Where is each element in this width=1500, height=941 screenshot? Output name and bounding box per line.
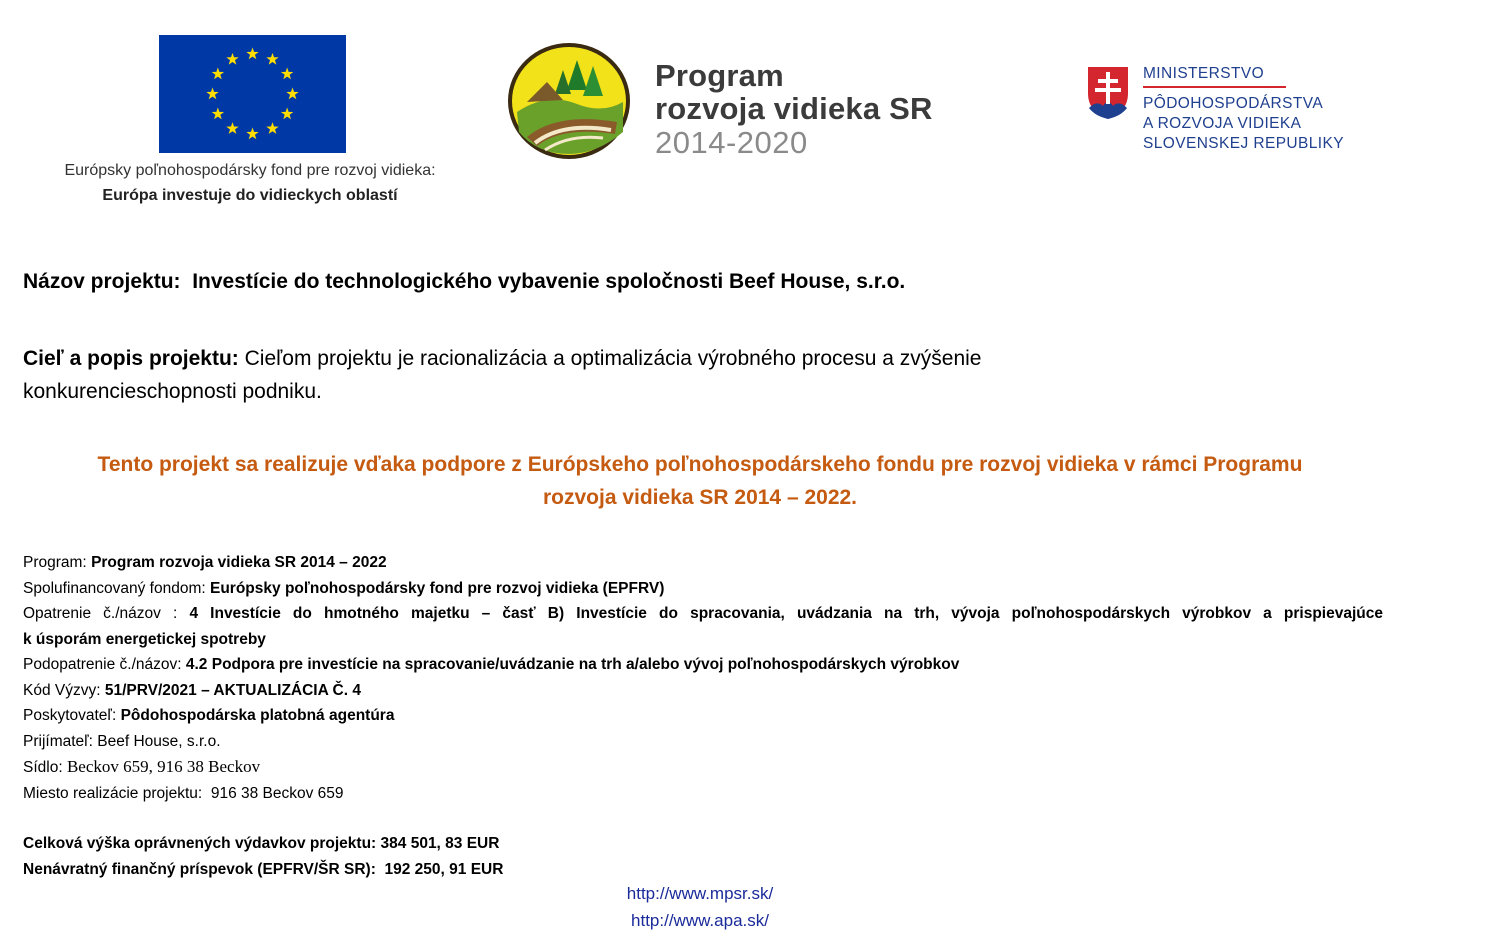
totals-grant-value: 192 250, 91 EUR	[384, 860, 504, 878]
totals-eligible	[23, 831, 1383, 857]
info-recipient-value: Beef House, s.r.o.	[97, 732, 221, 750]
program-logo-years: 2014-2020	[655, 125, 808, 160]
project-name-value: Investície do technologického vybavenie spoločnosti Beef House, s.r.o.	[192, 270, 906, 293]
ministry-divider	[1143, 86, 1286, 88]
totals-grant-label: Nenávratný finančný príspevok (EPFRV/ŠR SR):	[23, 860, 376, 878]
project-name-label: Názov projektu:	[23, 270, 181, 293]
support-line1: Tento projekt sa realizuje vďaka podpore z Európskeho poľnohospodárskeho fondu pre rozvoj vidieka v rámci Programu	[97, 453, 1303, 476]
project-info	[23, 550, 1383, 806]
ministry-line2: PÔDOHOSPODÁRSTVA	[1143, 95, 1324, 112]
totals-eligible-value: 384 501, 83 EUR	[380, 835, 500, 852]
info-call-label: Kód Výzvy:	[23, 681, 101, 699]
project-goal-label: Cieľ a popis projektu:	[23, 347, 239, 370]
totals-eligible-label: Celková výška oprávnených výdavkov projektu:	[23, 835, 377, 852]
ministry-line4: SLOVENSKEJ REPUBLIKY	[1143, 135, 1344, 152]
link-mpsr[interactable]: http://www.mpsr.sk/	[626, 884, 774, 903]
info-location-value: 916 38 Beckov 659	[210, 784, 344, 802]
info-fund-label: Spolufinancovaný fondom:	[23, 579, 206, 597]
info-recipient-label: Prijímateľ:	[23, 732, 93, 750]
info-program-label: Program:	[23, 554, 87, 571]
totals-grant	[23, 857, 1383, 883]
info-location	[23, 781, 1383, 807]
project-goal-value-line2: konkurencieschopnosti podniku.	[23, 380, 322, 403]
info-fund	[23, 576, 1383, 602]
info-call	[23, 678, 1383, 704]
info-call-value: 51/PRV/2021 – AKTUALIZÁCIA Č. 4	[104, 681, 361, 699]
project-goal	[23, 342, 1203, 408]
ministry-line3: A ROZVOJA VIDIEKA	[1143, 115, 1302, 132]
info-seat-label: Sídlo:	[23, 759, 63, 776]
info-measure-line1	[23, 601, 1383, 627]
support-line2: rozvoja vidieka SR 2014 – 2022.	[542, 486, 858, 509]
program-logo-line2: rozvoja vidieka SR	[655, 91, 933, 126]
slovak-coat-of-arms-icon	[1085, 64, 1131, 122]
info-provider-value: Pôdohospodárska platobná agentúra	[120, 707, 395, 724]
program-rural-logo	[507, 42, 631, 160]
support-statement	[0, 448, 1400, 514]
link-apa[interactable]: http://www.apa.sk/	[631, 911, 769, 930]
project-goal-value-line1: Cieľom projektu je racionalizácia a optimalizácia výrobného procesu a zvýšenie	[244, 347, 982, 370]
info-program-value: Program rozvoja vidieka SR 2014 – 2022	[91, 554, 387, 571]
info-submeasure	[23, 652, 1383, 678]
info-recipient	[23, 729, 1383, 755]
info-fund-value: Európsky poľnohospodársky fond pre rozvoj vidieka (EPFRV)	[210, 579, 665, 597]
info-seat	[23, 754, 1383, 781]
project-name	[23, 270, 905, 294]
info-provider	[23, 703, 1383, 729]
info-submeasure-label: Podopatrenie č./názov:	[23, 656, 182, 673]
program-logo-line1: Program	[655, 58, 784, 93]
info-seat-value: Beckov 659, 916 38 Beckov	[66, 757, 261, 776]
eu-caption-line1: Európsky poľnohospodársky fond pre rozvoj vidieka:	[64, 162, 436, 179]
eu-flag-logo	[159, 35, 346, 153]
info-measure-label: Opatrenie č./názov :	[23, 605, 178, 622]
info-measure-value-line2: k úsporám energetickej spotreby	[23, 630, 266, 648]
info-program	[23, 550, 1383, 576]
info-measure-line2	[23, 627, 1383, 653]
info-measure-value-line1: 4 Investície do hmotného majetku – časť B) Investície do spracovania, uvádzania na trh, vývoja poľnohospodárskych výrobkov a prispievajúce	[189, 605, 1383, 622]
ministry-line1: MINISTERSTVO	[1143, 65, 1265, 82]
info-submeasure-value: 4.2 Podpora pre investície na spracovanie/uvádzanie na trh a/alebo vývoj poľnohospodárskych výrobkov	[185, 656, 960, 673]
eu-caption-line2: Európa investuje do vidieckych oblastí	[102, 187, 398, 204]
info-location-label: Miesto realizácie projektu:	[23, 784, 203, 802]
project-totals	[23, 831, 1383, 882]
info-provider-label: Poskytovateľ:	[23, 707, 117, 724]
